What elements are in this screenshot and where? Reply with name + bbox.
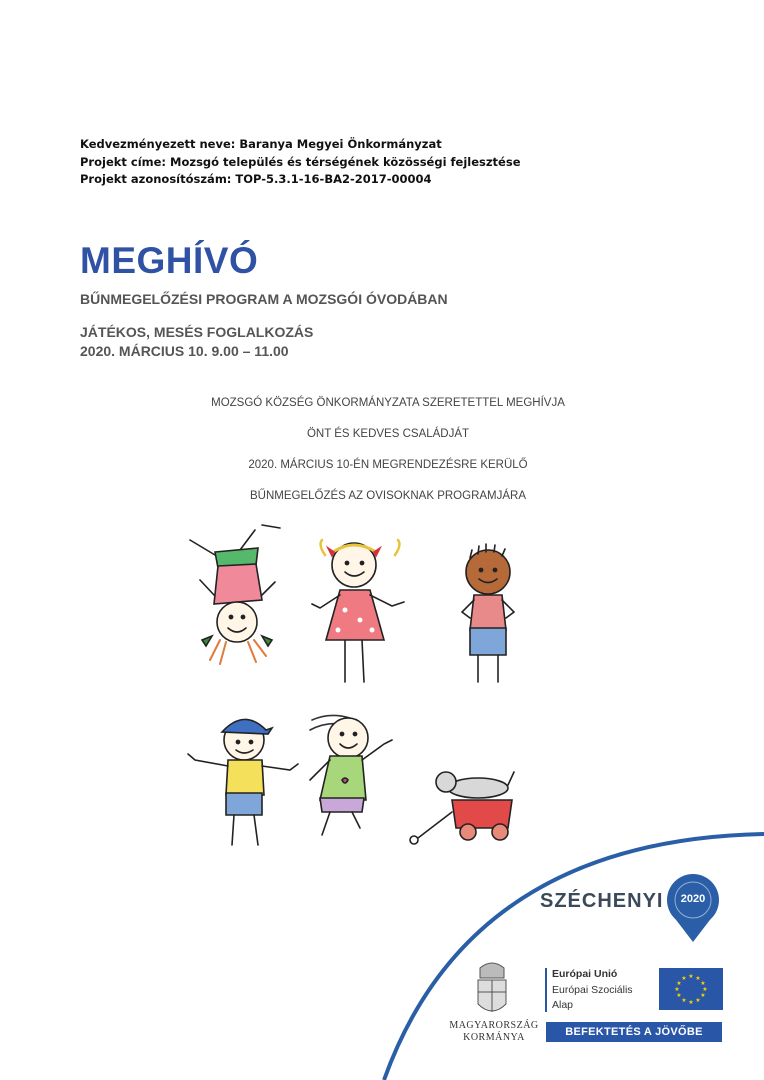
svg-text:★: ★ [700,992,706,999]
svg-text:★: ★ [676,980,682,987]
svg-text:★: ★ [695,997,701,1004]
svg-text:★: ★ [681,975,687,982]
invitation-line: BŰNMEGELŐZÉS AZ OVISOKNAK PROGRAMJÁRA [249,490,527,502]
page-title: MEGHÍVÓ [80,240,259,281]
eu-banner: BEFEKTETÉS A JÖVŐBE [546,1022,722,1042]
project-id-line: Projekt azonosítószám: TOP-5.3.1-16-BA2-2017-00004 [80,172,432,186]
child-boy-illustration [462,544,514,682]
invitation-line: ÖNT ÉS KEDVES CSALÁDJÁT [306,428,470,440]
svg-text:★: ★ [702,986,708,993]
eu-line1: Európai Unió [552,968,618,980]
beneficiary-line: Kedvezményezett neve: Baranya Megyei Önkormányzat [80,137,442,151]
child-upside-down-illustration [190,525,280,664]
svg-text:★: ★ [676,992,682,999]
event-description: JÁTÉKOS, MESÉS FOGLALKOZÁS [80,324,314,340]
invitation-line: MOZSGÓ KÖZSÉG ÖNKORMÁNYZATA SZERETETTEL MEGHÍVJA [211,397,565,409]
eu-line3: Alap [552,999,574,1011]
child-jumping-illustration [310,715,392,835]
svg-text:★: ★ [674,986,680,993]
szechenyi-label: SZÉCHENYI [540,890,664,912]
svg-text:★: ★ [681,997,687,1004]
dog-wagon-illustration [410,772,514,844]
government-line2: KORMÁNYA [463,1032,525,1043]
svg-text:★: ★ [688,973,694,980]
government-line1: MAGYARORSZÁG [449,1020,539,1031]
eu-line2: Európai Szociális [552,984,633,996]
svg-text:★: ★ [700,980,706,987]
coat-of-arms-icon [478,963,506,1012]
program-subtitle: BŰNMEGELŐZÉSI PROGRAM A MOZSGÓI ÓVODÁBAN [80,291,448,307]
child-cap-illustration [188,719,298,845]
invitation-line: 2020. MÁRCIUS 10-ÉN MEGRENDEZÉSRE KERÜLŐ [248,459,528,471]
government-logo-text [448,1020,540,1044]
decorative-arc [384,834,764,1080]
event-datetime: 2020. MÁRCIUS 10. 9.00 – 11.00 [80,343,289,359]
szechenyi-year: 2020 [680,893,706,905]
svg-text:★: ★ [695,975,701,982]
szechenyi-logo-text [540,890,663,913]
szechenyi-pin-icon [667,874,719,942]
svg-text:★: ★ [688,999,694,1006]
child-pigtails-illustration [312,540,404,682]
project-title-line: Projekt címe: Mozsgó település és térségének közösségi fejlesztése [80,154,521,169]
eu-flag-icon [659,968,723,1010]
